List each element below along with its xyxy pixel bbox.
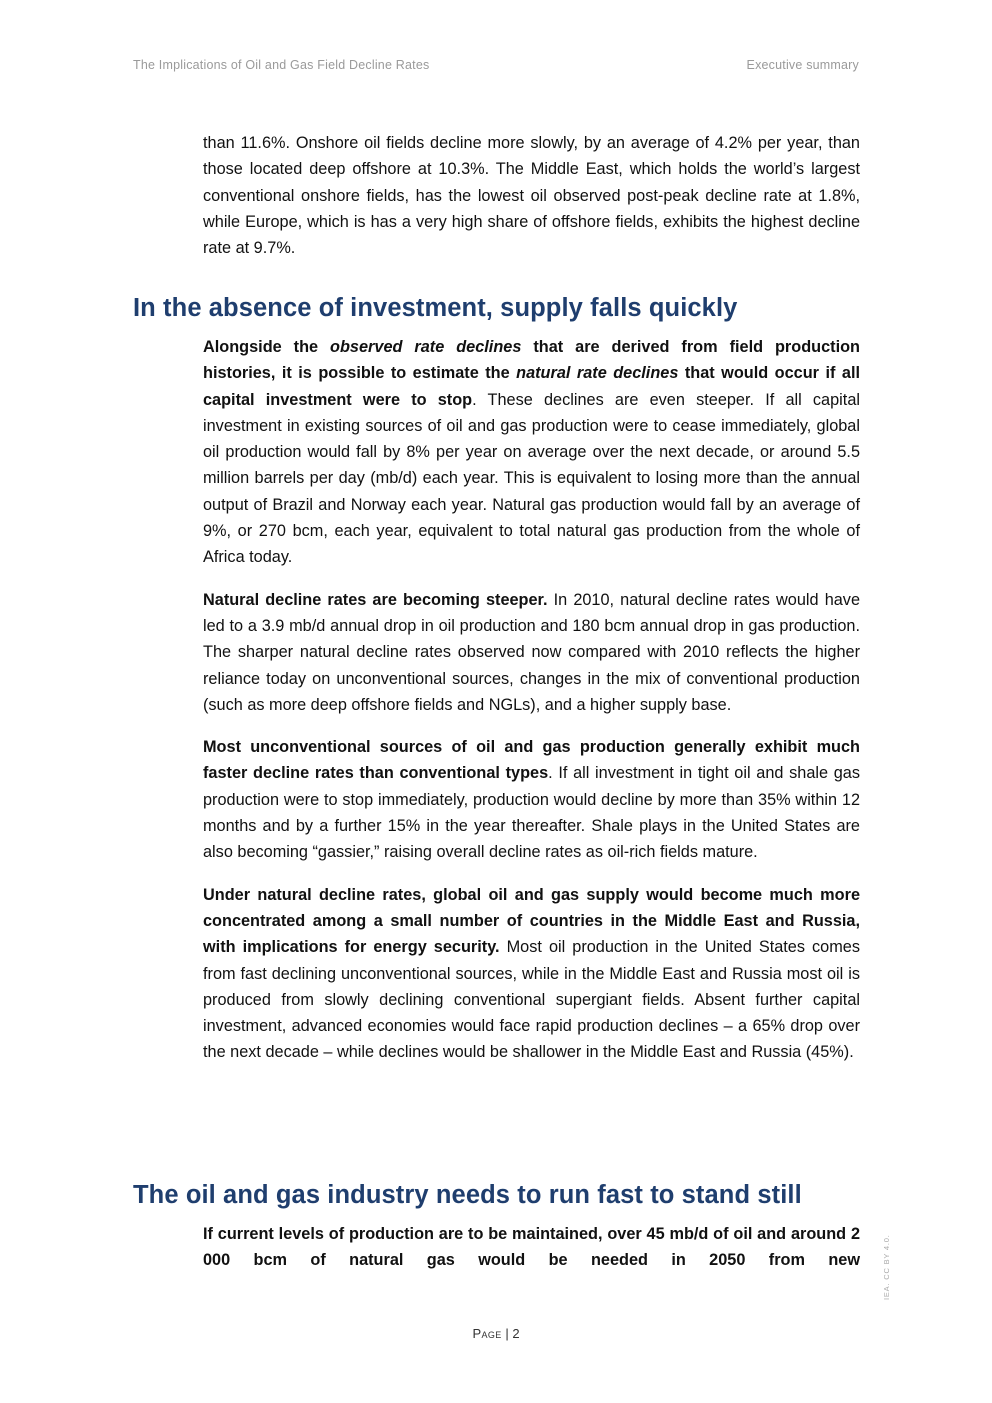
p2-rest: In 2010, natural decline rates would have led to a 3.9 mb/d annual drop in oil production and 180 bcm annual drop in gas production. The sharper natural decline rates observed now compared with 2010 reflects the higher reliance today on unconventional sources, changes in the mix of conventional production (such as more deep offshore fields and NGLs), and a higher supply base. [203, 590, 860, 714]
page-footer [0, 1326, 992, 1341]
section-heading-supply-falls: In the absence of investment, supply falls quickly [133, 294, 738, 322]
header-section-title: Executive summary [746, 58, 859, 72]
p1-bold-2: that are derived from field production histories, it is possible to estimate the [203, 338, 860, 383]
section2-body [203, 1221, 860, 1274]
paragraph-unconventional-sources [203, 734, 860, 865]
page-separator: | [501, 1326, 513, 1341]
paragraph-steeper-declines [203, 587, 860, 718]
p3-bold: Most unconventional sources of oil and gas production generally exhibit much faster decline rates than conventional types [203, 738, 860, 783]
page-number: 2 [512, 1326, 520, 1341]
p1-bold-1: Alongside the [203, 338, 331, 356]
license-note: IEA. CC BY 4.0. [882, 1234, 891, 1300]
intro-paragraph-block [203, 130, 860, 261]
p1-italic-natural: natural rate declines [516, 364, 679, 383]
section1-body [203, 334, 860, 1066]
paragraph-natural-rate-declines [203, 334, 860, 571]
p1-rest: . These declines are even steeper. If all capital investment in existing sources of oil and gas production were to cease immediately, global oil production would fall by 8% per year on average over the next decade, or around 5.5 million barrels per day (mb/d) each year. This is equivalent to losing more than the annual output of Brazil and Norway each year. Natural gas production would fall by an average of 9%, or 270 bcm, each year, equivalent to total natural gas production from the whole of Africa today. [203, 390, 860, 567]
paragraph-production-maintained [203, 1221, 860, 1274]
paragraph-energy-security [203, 882, 860, 1066]
p4-rest: Most oil production in the United States comes from fast declining unconventional sources, while in the Middle East and Russia most oil is produced from slowly declining conventional supergiant fields. Absent further capital investment, advanced economies would face rapid production declines – a 65% drop over the next decade – while declines would be shallower in the Middle East and Russia (45%). [203, 938, 860, 1062]
p4-bold: Under natural decline rates, global oil and gas supply would become much more concentrated among a small number of countries in the Middle East and Russia, with implications for energy security. [203, 885, 860, 957]
p1-italic-observed: observed rate declines [330, 338, 522, 356]
intro-paragraph: than 11.6%. Onshore oil fields decline more slowly, by an average of 4.2% per year, than those located deep offshore at 10.3%. The Middle East, which holds the world’s largest conventional onshore fields, has the lowest oil observed post-peak decline rate at 1.8%, while Europe, which is has a very high share of offshore fields, exhibits the highest decline rate at 9.7%. [203, 134, 860, 258]
p2-bold: Natural decline rates are becoming steeper. [203, 590, 548, 609]
header-document-title: The Implications of Oil and Gas Field Decline Rates [133, 58, 430, 72]
page-label: Page [472, 1326, 502, 1341]
section-heading-run-fast: The oil and gas industry needs to run fast to stand still [133, 1181, 802, 1209]
p3-rest: . If all investment in tight oil and shale gas production were to stop immediately, production would decline by more than 35% within 12 months and by a further 15% in the year thereafter. Shale plays in the United States are also becoming “gassier,” raising overall decline rates as oil-rich fields mature. [203, 764, 860, 862]
s2-p1-bold: If current levels of production are to be maintained, over 45 mb/d of oil and around 2 000 bcm of natural gas would be needed in 2050 from new [203, 1225, 860, 1270]
p1-bold-3: that would occur if all capital investment were to stop [203, 364, 860, 409]
